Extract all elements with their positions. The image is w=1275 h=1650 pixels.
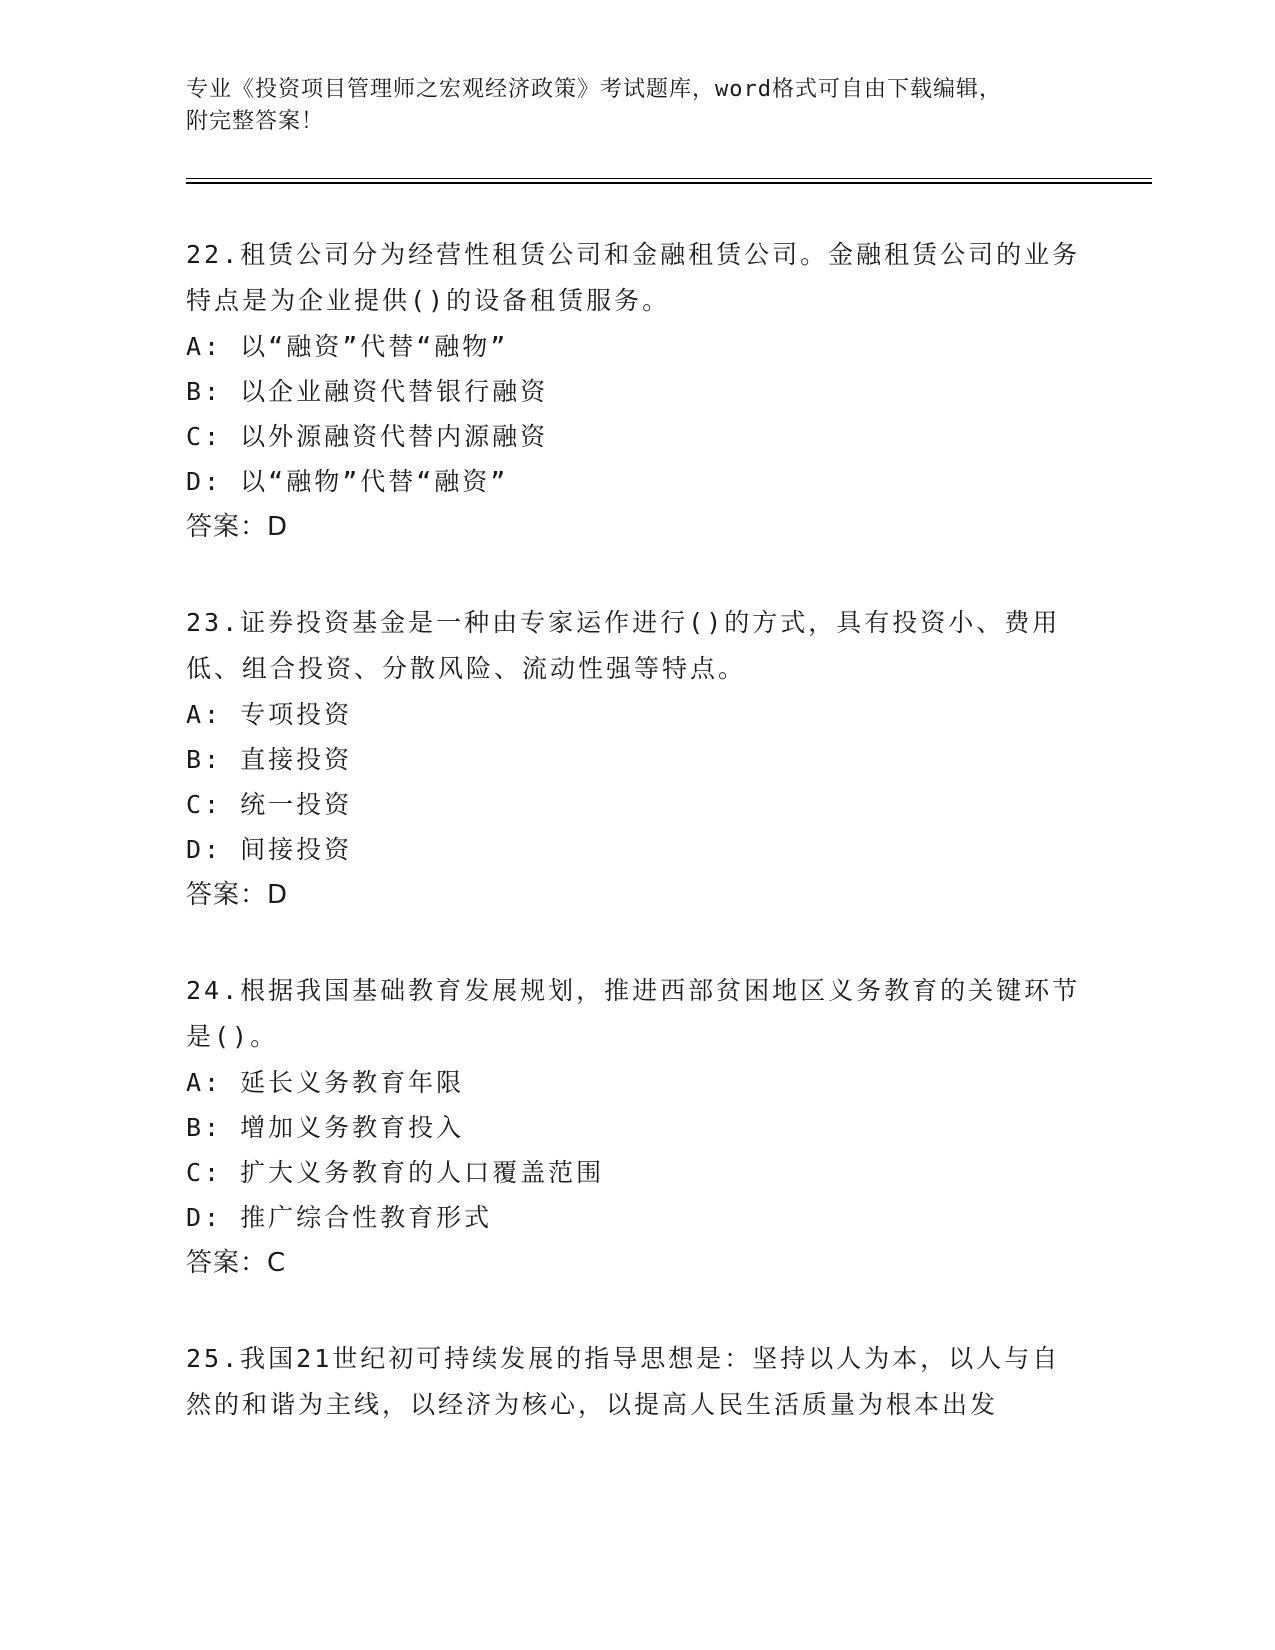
question-text: 25.我国21世纪初可持续发展的指导思想是：坚持以人为本，以人与自然的和谐为主线，以经济为核心，以提高人民生活质量为根本出发 [186,1344,1061,1419]
answer: 答案：D [186,880,289,910]
question-25 [186,1336,1086,1428]
option-b: B: 增加义务教育投入 [186,1113,465,1142]
header-line-1: 专业《投资项目管理师之宏观经济政策》考试题库，word格式可自由下载编辑， [186,77,1002,102]
question-24 [186,968,1086,1286]
question-23 [186,600,1086,918]
answer: 答案：D [186,512,289,542]
option-a: A: 以“融资”代替“融物” [186,332,509,361]
option-c: C: 扩大义务教育的人口覆盖范围 [186,1158,605,1187]
header-divider-thin [186,178,1152,179]
option-d: D: 以“融物”代替“融资” [186,467,509,496]
option-a: A: 延长义务教育年限 [186,1068,465,1097]
question-list [186,232,1086,1478]
question-text: 22.租赁公司分为经营性租赁公司和金融租赁公司。金融租赁公司的业务特点是为企业提供()的设备租赁服务。 [186,240,1081,315]
option-a: A: 专项投资 [186,700,353,729]
option-c: C: 以外源融资代替内源融资 [186,422,549,451]
question-text: 24.根据我国基础教育发展规划，推进西部贫困地区义务教育的关键环节是()。 [186,976,1081,1051]
option-d: D: 推广综合性教育形式 [186,1203,493,1232]
answer: 答案：C [186,1248,287,1278]
option-b: B: 以企业融资代替银行融资 [186,377,549,406]
document-header [186,74,1066,138]
question-text: 23.证券投资基金是一种由专家运作进行()的方式，具有投资小、费用低、组合投资、分散风险、流动性强等特点。 [186,608,1061,683]
question-22 [186,232,1086,550]
header-divider-thick [186,182,1152,184]
option-c: C: 统一投资 [186,790,353,819]
option-b: B: 直接投资 [186,745,353,774]
header-line-2: 附完整答案！ [186,109,325,134]
option-d: D: 间接投资 [186,835,353,864]
